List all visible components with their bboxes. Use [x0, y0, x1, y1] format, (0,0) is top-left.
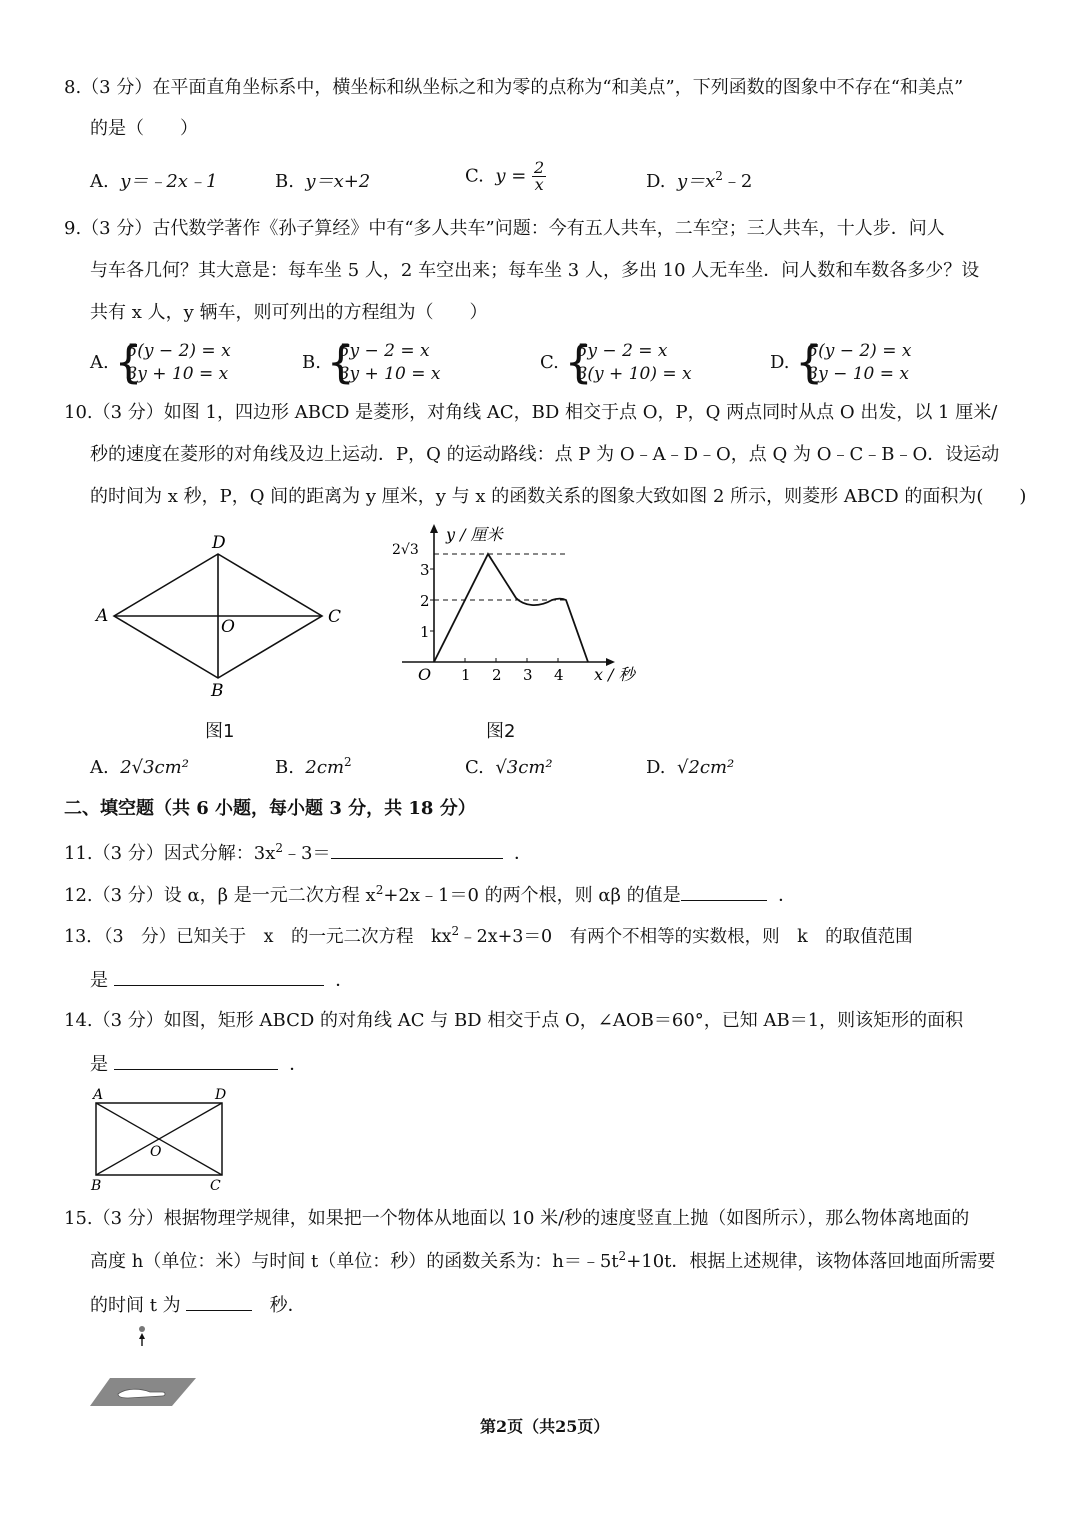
rhombus-label-b: B	[211, 681, 224, 701]
y-tick-label-peak: 2√3	[392, 542, 419, 558]
q12: 12.（3 分）设 α，β 是一元二次方程 $x^2+2x﹣1=0$ 的两个根，则 αβ 的值是 ．	[64, 883, 797, 906]
q8-option-c: C. y = $\frac{2}{x}$	[465, 158, 545, 194]
q14-rectangle-figure	[86, 1084, 236, 1194]
x-tick-label-2: 2	[492, 666, 502, 684]
q9-line2: 与车各几何？其大意是：每车坐 5 人，2 车空出来；每车坐 3 人，多出 10 人无车坐．问人数和车数各多少？设	[90, 260, 980, 281]
q10-line2: 秒的速度在菱形的对角线及边上运动．P，Q 的运动路线：点 P 为 O﹣A﹣D﹣O，点 Q 为 O﹣C﹣B﹣O．设运动	[90, 444, 1000, 465]
q14-answer-blank[interactable]	[114, 1051, 278, 1070]
q13-answer-blank[interactable]	[114, 967, 324, 986]
q15-line2: 高度 h（单位：米）与时间 t（单位：秒）的函数关系为：$h=﹣5t^2+10t$．根据上述规律，该物体落回地面所需要	[90, 1249, 996, 1272]
x-tick-label-3: 3	[523, 666, 533, 684]
x-axis-label: x / 秒	[594, 665, 635, 684]
q9-option-c: C. { 5y − 2 = x 3(y + 10) = x	[540, 337, 692, 388]
rhombus-label-a: A	[96, 606, 109, 626]
section-2-heading: 二、填空题（共 6 小题，每小题 3 分，共 18 分）	[64, 798, 476, 819]
q10-option-c: C. √3cm²	[465, 757, 553, 778]
q10-line3: 的时间为 x 秒，P，Q 间的距离为 y 厘米，y 与 x 的函数关系的图象大致如图 2 所示，则菱形 ABCD 的面积为( )	[90, 486, 1027, 507]
q9-system-a: { 5(y − 2) = x 3y + 10 = x	[114, 337, 231, 388]
rect-label-a: A	[93, 1087, 104, 1103]
q9-option-a: A. { 5(y − 2) = x 3y + 10 = x	[90, 337, 231, 388]
q13-line1: 13．（3 分）已知关于 x 的一元二次方程 $kx^2﹣2x+3=0$ 有两个不相等的实数根，则 k 的取值范围	[64, 924, 913, 947]
y-axis-label: y / 厘米	[446, 525, 503, 544]
q13-line2: 是 ．	[90, 967, 353, 993]
origin-label: O	[418, 665, 432, 684]
q15-answer-blank[interactable]	[186, 1292, 252, 1311]
q10-option-d: D. √2cm²	[646, 757, 735, 778]
q11: 11.（3 分）因式分解：$3x^2﹣3=$ ．	[64, 841, 532, 864]
ball-icon	[139, 1326, 145, 1332]
q10-function-graph	[388, 520, 648, 695]
fig2-caption: 图2	[486, 721, 516, 742]
q15-line3: 的时间 t 为 秒．	[90, 1292, 306, 1318]
fig1-caption: 图1	[205, 721, 235, 742]
q8-option-d: D. $y=x^2﹣2$	[646, 169, 753, 192]
q8-option-b: B. y＝x+2	[275, 171, 371, 192]
rhombus-label-c: C	[328, 607, 342, 627]
q9-option-b: B. { 5y − 2 = x 3y + 10 = x	[302, 337, 441, 388]
x-tick-label-4: 4	[554, 666, 564, 684]
rect-label-o: O	[150, 1144, 162, 1160]
q15-line1: 15.（3 分）根据物理学规律，如果把一个物体从地面以 10 米/秒的速度竖直上抛（如图所示），那么物体离地面的	[64, 1208, 970, 1229]
q10-rhombus-figure	[92, 530, 352, 710]
up-arrow-icon	[139, 1333, 145, 1339]
q15-throw-figure	[88, 1322, 208, 1412]
q14-line2: 是 ．	[90, 1051, 307, 1077]
x-tick-label-1: 1	[461, 666, 471, 684]
y-axis-arrow	[430, 524, 438, 533]
q9-line3: 共有 x 人，y 辆车，则可列出的方程组为（ ）	[90, 302, 488, 323]
rect-label-c: C	[210, 1178, 221, 1194]
y-tick-label-1: 1	[420, 623, 430, 641]
y-tick-label-3: 3	[420, 561, 430, 579]
q10-line1: 10.（3 分）如图 1，四边形 ABCD 是菱形，对角线 AC，BD 相交于点 O，P，Q 两点同时从点 O 出发，以 1 厘米/	[64, 402, 998, 423]
q9-system-d: { 5(y − 2) = x 3y − 10 = x	[795, 337, 912, 388]
function-curve	[434, 554, 588, 662]
q9-system-b: { 5y − 2 = x 3y + 10 = x	[326, 337, 441, 388]
q8-line2: 的是（ ）	[90, 118, 198, 139]
q9-option-d: D. { 5(y − 2) = x 3y − 10 = x	[770, 337, 912, 388]
q8-line1: 8.（3 分）在平面直角坐标系中，横坐标和纵坐标之和为零的点称为“和美点”，下列函数的图象中不存在“和美点”	[64, 77, 964, 98]
q10-option-b: B. $2cm^2$	[275, 755, 352, 778]
rect-label-b: B	[91, 1178, 102, 1194]
rhombus-label-o: O	[221, 617, 235, 637]
q12-answer-blank[interactable]	[681, 882, 767, 901]
q10-option-a: A. 2√3cm²	[90, 757, 189, 778]
rhombus-label-d: D	[212, 533, 226, 553]
q8-option-a: A. y＝﹣2x﹣1	[90, 171, 218, 192]
page-footer: 第2页（共25页）	[480, 1417, 610, 1436]
q9-system-c: { 5y − 2 = x 3(y + 10) = x	[564, 337, 692, 388]
q9-line1: 9.（3 分）古代数学著作《孙子算经》中有“多人共车”问题：今有五人共车，二车空；三人共车，十人步．问人	[64, 218, 945, 239]
y-tick-label-2: 2	[420, 592, 430, 610]
rect-label-d: D	[215, 1087, 227, 1103]
q14-line1: 14.（3 分）如图，矩形 ABCD 的对角线 AC 与 BD 相交于点 O，∠AOB＝60°，已知 AB＝1，则该矩形的面积	[64, 1010, 964, 1031]
q8-fraction: $\frac{2}{x}$	[534, 158, 545, 194]
q11-answer-blank[interactable]	[331, 840, 503, 859]
